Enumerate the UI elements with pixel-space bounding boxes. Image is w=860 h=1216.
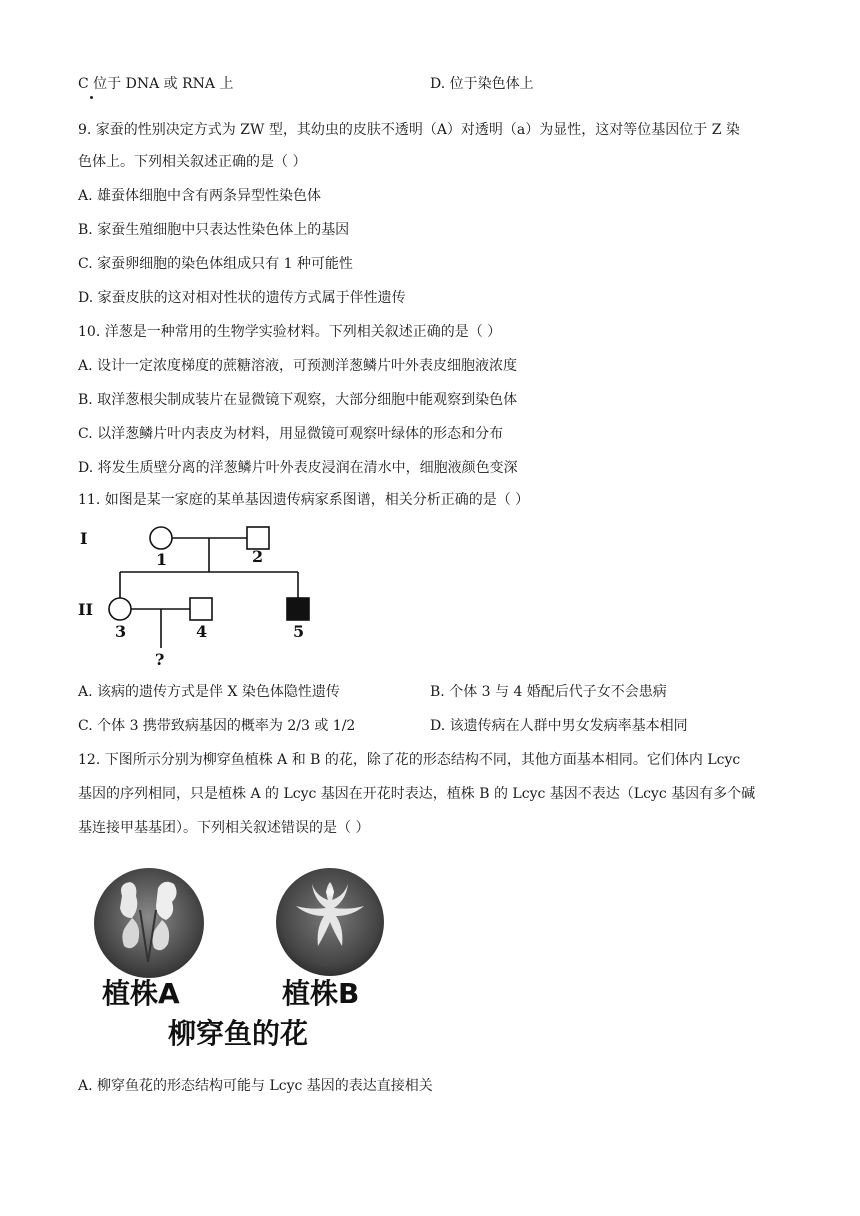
individual-4-male	[190, 598, 212, 620]
q11-option-d: D. 该遗传病在人群中男女发病率基本相同	[430, 718, 688, 734]
q11-option-b: B. 个体 3 与 4 婚配后代子女不会患病	[430, 684, 667, 700]
q12-option-a: A. 柳穿鱼花的形态结构可能与 Lcyc 基因的表达直接相关	[78, 1078, 433, 1094]
q11-option-c: C. 个体 3 携带致病基因的概率为 2/3 或 1/2	[78, 718, 356, 734]
q10-option-d: D. 将发生质壁分离的洋葱鳞片叶外表皮浸润在清水中，细胞液颜色变深	[78, 460, 518, 476]
generation-1-label: I	[80, 529, 88, 548]
flower-a-photo	[92, 866, 206, 980]
q8-option-c: C 位于 DNA 或 RNA 上	[78, 76, 234, 92]
label-4: 4	[196, 622, 208, 641]
individual-2-male	[247, 527, 269, 549]
unknown-offspring: ?	[155, 650, 165, 669]
q9-stem-line1: 9. 家蚕的性别决定方式为 ZW 型，其幼虫的皮肤不透明（A）对透明（a）为显性，这对等位基因位于 Z 染	[78, 122, 740, 138]
q9-option-d: D. 家蚕皮肤的这对相对性状的遗传方式属于伴性遗传	[78, 290, 406, 306]
q10-option-a: A. 设计一定浓度梯度的蔗糖溶液，可预测洋葱鳞片叶外表皮细胞液浓度	[78, 358, 518, 374]
q12-stem-line1: 12. 下图所示分别为柳穿鱼植株 A 和 B 的花，除了花的形态结构不同，其他方面基本相同。它们体内 Lcyc	[78, 752, 741, 768]
q10-stem: 10. 洋葱是一种常用的生物学实验材料。下列相关叙述正确的是（ ）	[78, 324, 502, 340]
individual-1-female	[150, 527, 172, 549]
stray-dot	[90, 96, 93, 99]
label-2: 2	[252, 547, 264, 566]
pedigree-chart	[70, 520, 350, 670]
figure-caption: 柳穿鱼的花	[168, 1017, 309, 1050]
plant-b-label: 植株B	[282, 977, 360, 1010]
q9-stem-line2: 色体上。下列相关叙述正确的是（ ）	[78, 154, 307, 170]
flower-b-photo	[274, 866, 386, 978]
q10-option-c: C. 以洋葱鳞片叶内表皮为材料，用显微镜可观察叶绿体的形态和分布	[78, 426, 504, 442]
label-3: 3	[115, 622, 127, 641]
label-1: 1	[156, 550, 168, 569]
q9-option-b: B. 家蚕生殖细胞中只表达性染色体上的基因	[78, 222, 350, 238]
q11-option-a: A. 该病的遗传方式是伴 X 染色体隐性遗传	[78, 684, 340, 700]
q12-stem-line3: 基连接甲基基团）。下列相关叙述错误的是（ ）	[78, 820, 370, 836]
generation-2-label: II	[78, 600, 93, 619]
individual-3-female	[109, 598, 131, 620]
q8-option-d: D. 位于染色体上	[430, 76, 534, 92]
plant-a-label: 植株A	[102, 977, 180, 1010]
label-5: 5	[293, 622, 305, 641]
q9-option-c: C. 家蚕卵细胞的染色体组成只有 1 种可能性	[78, 256, 353, 272]
q11-stem: 11. 如图是某一家庭的某单基因遗传病家系图谱，相关分析正确的是（ ）	[78, 492, 530, 508]
q10-option-b: B. 取洋葱根尖制成装片在显微镜下观察，大部分细胞中能观察到染色体	[78, 392, 518, 408]
individual-5-affected-male	[287, 598, 309, 620]
q9-option-a: A. 雄蚕体细胞中含有两条异型性染色体	[78, 188, 322, 204]
q12-stem-line2: 基因的序列相同，只是植株 A 的 Lcyc 基因在开花时表达，植株 B 的 Lcyc 基因不表达（Lcyc 基因有多个碱	[78, 786, 756, 802]
